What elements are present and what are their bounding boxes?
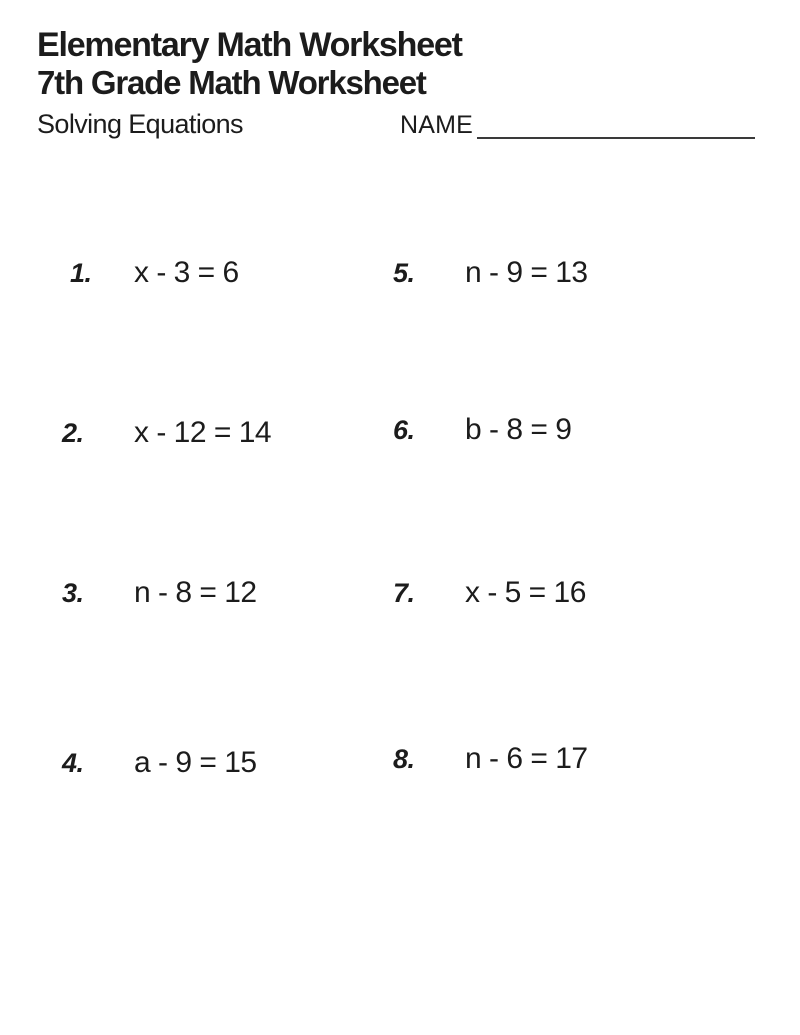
name-label: NAME (400, 111, 474, 139)
topic-label: Solving Equations (37, 109, 243, 139)
problem-item-5 (393, 256, 588, 290)
problem-item-6 (393, 413, 571, 447)
problem-item-2 (62, 416, 271, 450)
problem-equation: n - 6 = 17 (465, 742, 588, 775)
page-subtitle: 7th Grade Math Worksheet (37, 64, 426, 101)
problem-equation: x - 12 = 14 (134, 416, 272, 449)
problem-item-7 (393, 576, 586, 610)
problem-number: 4. (62, 748, 84, 778)
problem-equation: x - 5 = 16 (465, 576, 586, 609)
problem-item-1 (62, 256, 239, 290)
problem-number: 3. (62, 578, 84, 608)
problem-number: 7. (393, 578, 415, 608)
problem-equation: n - 8 = 12 (134, 576, 257, 609)
problem-number: 2. (62, 418, 84, 448)
name-blank-line (477, 137, 755, 139)
problem-number: 1. (70, 258, 92, 288)
problem-equation: b - 8 = 9 (465, 413, 572, 446)
problem-number: 8. (393, 744, 415, 774)
problem-number: 5. (393, 258, 415, 288)
page-title: Elementary Math Worksheet (37, 26, 462, 64)
problem-number: 6. (393, 415, 415, 445)
problem-equation: n - 9 = 13 (465, 256, 588, 289)
problem-equation: x - 3 = 6 (134, 256, 239, 289)
problem-item-4 (62, 746, 257, 780)
problem-equation: a - 9 = 15 (134, 746, 257, 779)
problem-item-3 (62, 576, 257, 610)
problem-item-8 (393, 742, 588, 776)
